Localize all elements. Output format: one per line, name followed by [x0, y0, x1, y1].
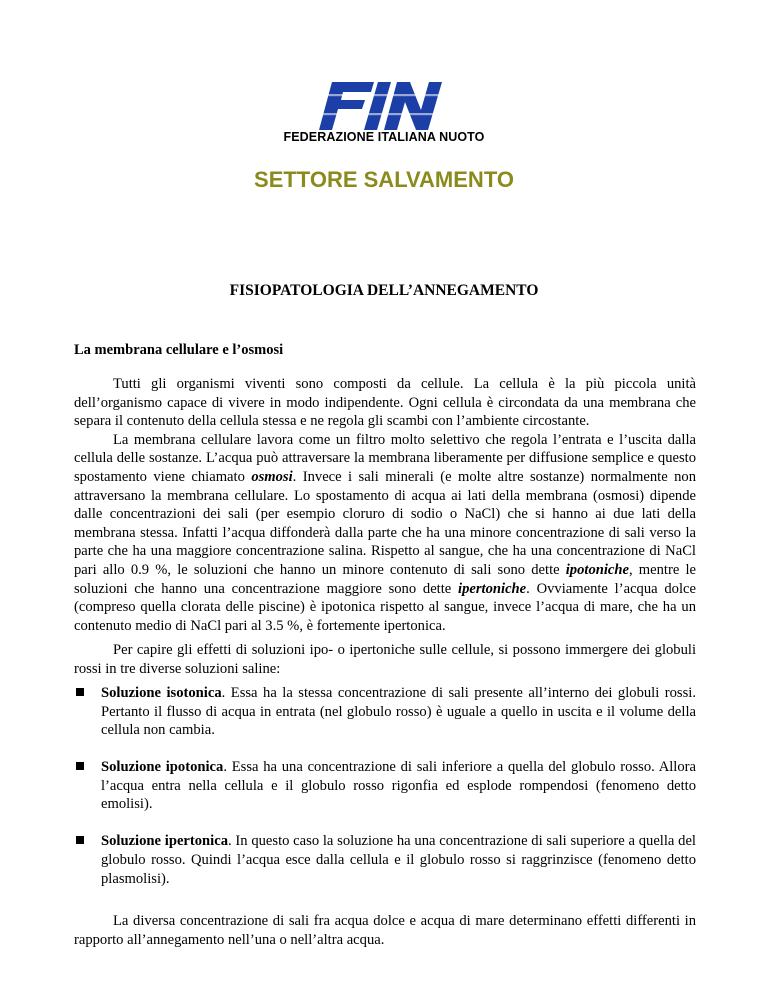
term-ipertoniche: ipertoniche: [458, 580, 527, 597]
paragraph: La membrana cellulare lavora come un filtro molto selettivo che regola l’entrata e l’uscita dalla cellula delle sostanze. L’acqua può attraversare la membrana liberamente per diffusione semplice e questo spostamento viene chiamato osmosi. Invece i sali minerali (e molte altre sostanze) normalmente non attraversano la membrana cellulare. Lo spostamento di acqua ai lati della membrana (osmosi) dipende dalle concentrazioni dei sali (per esempio cloruro di sodio o NaCl) che si hanno ai due lati della membrana stessa. Infatti l’acqua diffonderà dalla parte che ha una minore concentrazione di sali verso la parte che ha una maggiore concentrazione salina. Rispetto al sangue, che ha una concentrazione di NaCl pari allo 0.9 %, le soluzioni che hanno un minore contenuto di sali sono dette ipotoniche, mentre le soluzioni che hanno una concentrazione maggiore sono dette ipertoniche. Ovviamente l’acqua dolce (compreso quella clorata delle piscine) è ipotonica rispetto al sangue, invece l’acqua di mare, che ha un contenuto medio di NaCl pari al 3.5 %, è fortemente ipertonica.: [74, 431, 696, 634]
square-bullet-icon: [76, 762, 84, 770]
bullet-text: . Essa ha una concentrazione di sali inferiore a quella del globulo rosso. Allora l’acqua entra nella cellula e il globulo rosso rigonfia ed esplode rompendosi (fenomeno detto emolisi).: [101, 759, 696, 813]
bullet-text: . In questo caso la soluzione ha una concentrazione di sali superiore a quella del globulo rosso. Quindi l’acqua esce dalla cellula e il globulo rosso si raggrinzisce (fenomeno detto plasmolisi).: [101, 833, 696, 887]
bullet-term: Soluzione isotonica: [101, 685, 222, 701]
list-item: [74, 832, 696, 888]
bullet-term: Soluzione ipotonica: [101, 759, 224, 776]
list-item: [74, 758, 696, 814]
intro-body: [74, 375, 696, 635]
square-bullet-icon: [76, 836, 84, 844]
fin-logo: [318, 80, 456, 132]
term-ipotoniche: ipotoniche: [565, 561, 629, 578]
list-item: [74, 684, 696, 740]
section-heading: La membrana cellulare e l’osmosi: [74, 342, 284, 358]
sector-title: SETTORE SALVAMENTO: [254, 167, 514, 192]
paragraph: Per capire gli effetti di soluzioni ipo- o ipertoniche sulle cellule, si possono immergere dei globuli rossi in tre diverse soluzioni saline:: [74, 642, 696, 677]
bullet-list: [74, 684, 696, 907]
federation-name: FEDERAZIONE ITALIANA NUOTO: [283, 130, 485, 144]
paragraph: Tutti gli organismi viventi sono composti da cellule. La cellula è la più piccola unità dell’organismo capace di vivere in modo indipendente. Ogni cellula è circondata da una membrana che separa il contenuto della cellula stessa e ne regola gli scambi con l’ambiente circostante.: [74, 376, 696, 430]
term-osmosi: osmosi: [251, 468, 293, 485]
bullet-term: Soluzione ipertonica: [101, 833, 228, 850]
document-title: FISIOPATOLOGIA DELL’ANNEGAMENTO: [229, 282, 539, 299]
square-bullet-icon: [76, 688, 84, 696]
closing-paragraph: La diversa concentrazione di sali fra acqua dolce e acqua di mare determinano effetti differenti in rapporto all’annegamento nell’una o nell’altra acqua.: [74, 913, 696, 948]
bullet-text: . Essa ha la stessa concentrazione di sali presente all’interno dei globuli rossi. Pertanto il flusso di acqua in entrata (nel globulo rosso) è uguale a quello in uscita e il volume della cellula non cambia.: [101, 685, 696, 739]
